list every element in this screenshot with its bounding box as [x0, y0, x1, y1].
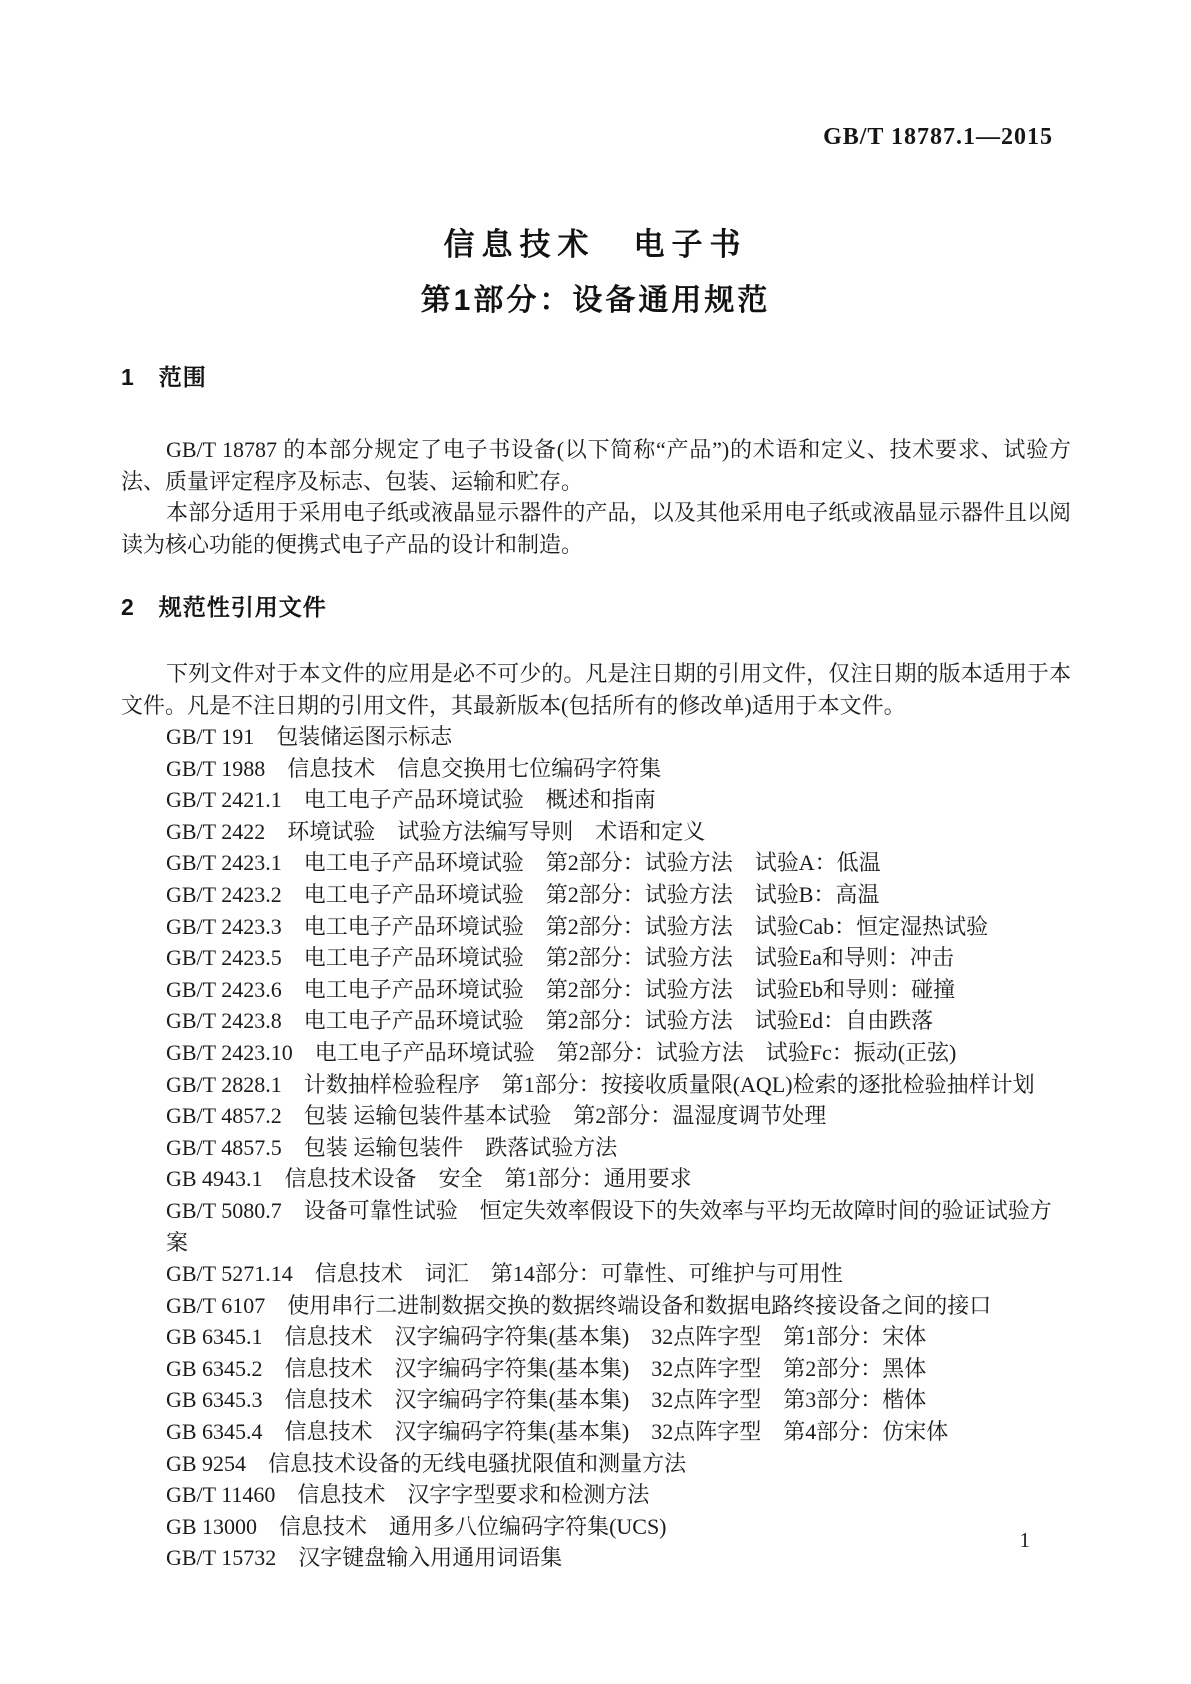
- section-1-paragraph-2: 本部分适用于采用电子纸或液晶显示器件的产品，以及其他采用电子纸或液晶显示器件且以阅读为核心功能的便携式电子产品的设计和制造。: [121, 500, 1071, 557]
- reference-item: GB/T 1988 信息技术 信息交换用七位编码字符集: [166, 755, 662, 781]
- reference-item: GB/T 5271.14 信息技术 词汇 第14部分：可靠性、可维护与可用性: [166, 1261, 843, 1287]
- reference-item: GB 13000 信息技术 通用多八位编码字符集(UCS): [166, 1513, 667, 1539]
- title-line-2: 第1部分：设备通用规范: [420, 284, 771, 317]
- reference-item: GB 6345.2 信息技术 汉字编码字符集(基本集) 32点阵字型 第2部分：黑体: [166, 1355, 927, 1381]
- reference-item: GB/T 2828.1 计数抽样检验程序 第1部分：按接收质量限(AQL)检索的逐批检验抽样计划: [166, 1071, 1035, 1097]
- reference-item: GB/T 191 包装储运图示标志: [166, 724, 453, 749]
- reference-item: GB/T 2423.6 电工电子产品环境试验 第2部分：试验方法 试验Eb和导则：碰撞: [166, 976, 956, 1002]
- reference-item: GB/T 2423.2 电工电子产品环境试验 第2部分：试验方法 试验B：高温: [166, 881, 880, 907]
- reference-item: GB/T 2421.1 电工电子产品环境试验 概述和指南: [166, 787, 656, 813]
- reference-item: GB 6345.1 信息技术 汉字编码字符集(基本集) 32点阵字型 第1部分：宋体: [166, 1324, 927, 1350]
- reference-item: GB/T 2423.1 电工电子产品环境试验 第2部分：试验方法 试验A：低温: [166, 850, 881, 876]
- reference-item: GB 6345.3 信息技术 汉字编码字符集(基本集) 32点阵字型 第3部分：楷体: [166, 1387, 927, 1413]
- document-body: [121, 364, 1071, 1574]
- reference-item: GB 9254 信息技术设备的无线电骚扰限值和测量方法: [166, 1450, 687, 1476]
- reference-item: GB/T 2423.8 电工电子产品环境试验 第2部分：试验方法 试验Ed：自由跌落: [166, 1008, 934, 1034]
- reference-item: GB/T 4857.5 包装 运输包装件 跌落试验方法: [166, 1134, 618, 1160]
- reference-item: GB 4943.1 信息技术设备 安全 第1部分：通用要求: [166, 1166, 692, 1192]
- reference-item: GB/T 2423.3 电工电子产品环境试验 第2部分：试验方法 试验Cab：恒定湿热试验: [166, 913, 989, 939]
- section-2-intro-paragraph: 下列文件对于本文件的应用是必不可少的。凡是注日期的引用文件，仅注日期的版本适用于本文件。凡是不注日期的引用文件，其最新版本(包括所有的修改单)适用于本文件。: [121, 661, 1071, 718]
- reference-item: GB/T 11460 信息技术 汉字字型要求和检测方法: [166, 1482, 650, 1508]
- normative-reference-list: [121, 721, 1071, 1574]
- section-1-paragraph-1: GB/T 18787 的本部分规定了电子书设备(以下简称“产品”)的术语和定义、技术要求、试验方法、质量评定程序及标志、包装、运输和贮存。: [121, 437, 1071, 494]
- reference-item: GB/T 2423.10 电工电子产品环境试验 第2部分：试验方法 试验Fc：振动(正弦): [166, 1039, 957, 1065]
- section-2-heading: 2 规范性引用文件: [121, 594, 327, 620]
- document-title: [0, 219, 1191, 319]
- reference-item: GB/T 6107 使用串行二进制数据交换的数据终端设备和数据电路终接设备之间的接口: [166, 1292, 992, 1318]
- reference-item: GB/T 2422 环境试验 试验方法编写导则 术语和定义: [166, 818, 706, 844]
- standard-number-header: GB/T 18787.1—2015: [823, 124, 1053, 150]
- section-1-heading: 1 范围: [121, 364, 207, 390]
- reference-item: GB/T 5080.7 设备可靠性试验 恒定失效率假设下的失效率与平均无故障时间的验证试验方案: [166, 1197, 1052, 1255]
- reference-item: GB/T 15732 汉字键盘输入用通用词语集: [166, 1545, 563, 1571]
- page-number: 1: [1019, 1528, 1030, 1552]
- title-line-1: 信息技术 电子书: [443, 227, 748, 262]
- reference-item: GB 6345.4 信息技术 汉字编码字符集(基本集) 32点阵字型 第4部分：仿宋体: [166, 1419, 949, 1445]
- reference-item: GB/T 2423.5 电工电子产品环境试验 第2部分：试验方法 试验Ea和导则：冲击: [166, 945, 954, 971]
- reference-item: GB/T 4857.2 包装 运输包装件基本试验 第2部分：温湿度调节处理: [166, 1103, 827, 1129]
